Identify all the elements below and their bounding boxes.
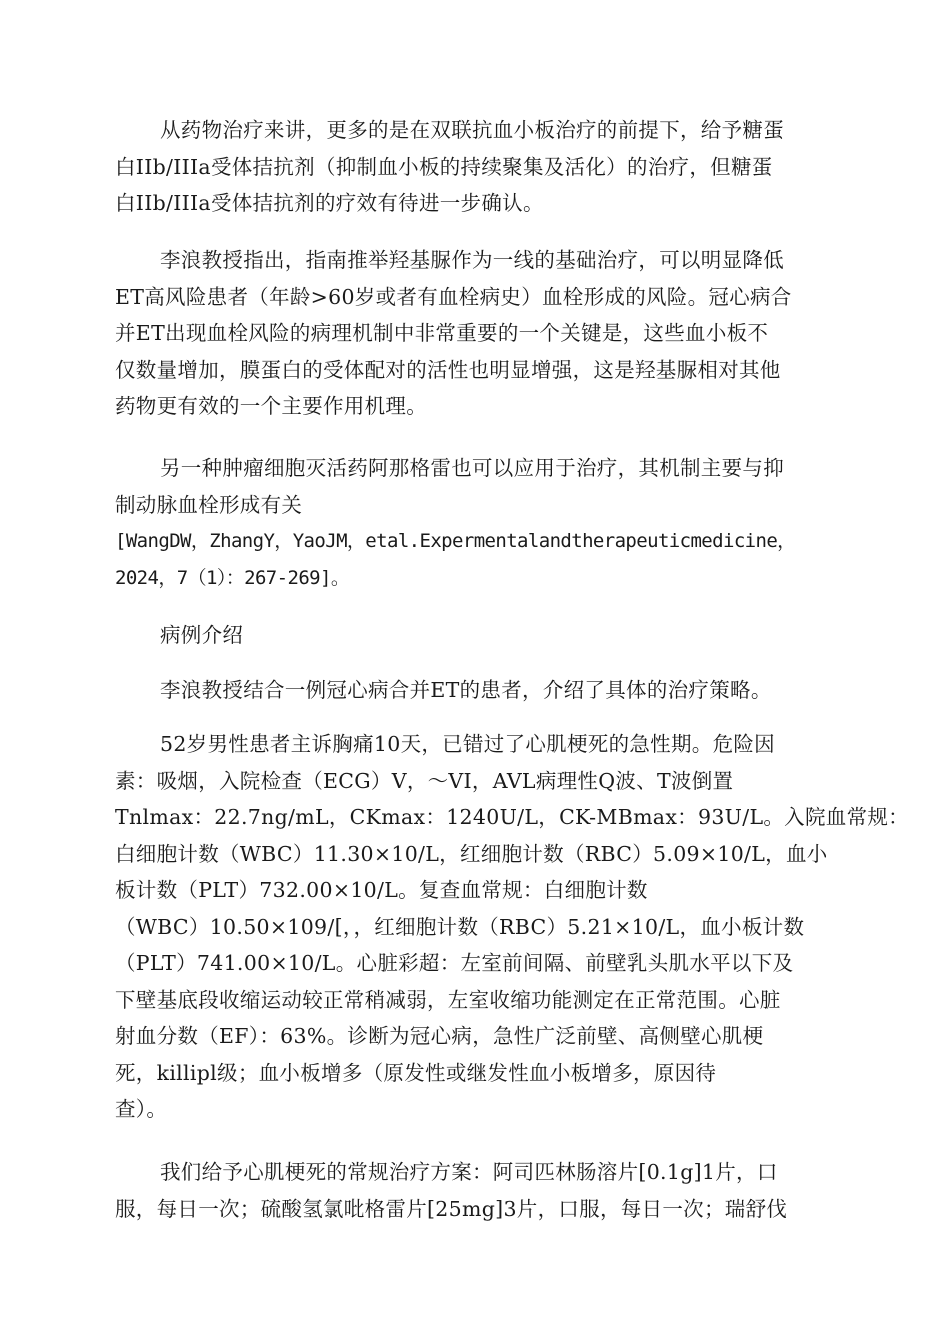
text-line: 药物更有效的一个主要作用机理。 (115, 394, 427, 418)
text-line: 52岁男性患者主诉胸痛10天，已错过了心肌梗死的急性期。危险因 (160, 732, 775, 756)
text-line: 并ET出现血栓风险的病理机制中非常重要的一个关键是，这些血小板不 (115, 321, 769, 345)
text-line: （WBC）10.50×109/[，，红细胞计数（RBC）5.21×10/L，血小板计数 (115, 914, 805, 939)
text-line: 射血分数（EF）：63%。诊断为冠心病，急性广泛前壁、高侧壁心肌梗 (115, 1024, 764, 1048)
paragraph-case-intro (115, 672, 772, 709)
text-line: 病例介绍 (160, 623, 244, 647)
text-line: ET高风险患者（年龄>60岁或者有血栓病史）血栓形成的风险。冠心病合 (115, 284, 792, 309)
text-line: 白IIb/IIIa受体拮抗剂（抑制血小板的持续聚集及活化）的治疗，但糖蛋 (115, 154, 773, 179)
text-line: 板计数（PLT）732.00×10/L。复查血常规：白细胞计数 (115, 878, 648, 902)
paragraph-anagrelide (115, 450, 796, 596)
reference-citation: 2024，7（1）：267-269]。 (115, 566, 350, 589)
text-line: 李浪教授结合一例冠心病合并ET的患者，介绍了具体的治疗策略。 (160, 678, 772, 702)
paragraph-hydroxyurea (115, 242, 792, 425)
paragraph-case-details (115, 726, 909, 1128)
section-heading-case (115, 617, 243, 654)
text-line: 另一种肿瘤细胞灭活药阿那格雷也可以应用于治疗，其机制主要与抑 (160, 456, 784, 480)
text-line: 素：吸烟，入院检查（ECG）V，～VI，AVL病理性Q波、T波倒置 (115, 768, 734, 793)
text-line: 白IIb/IIIa受体拮抗剂的疗效有待进一步确认。 (115, 191, 544, 215)
text-line: 李浪教授指出，指南推举羟基脲作为一线的基础治疗，可以明显降低 (160, 248, 784, 272)
text-line: （PLT）741.00×10/L。心脏彩超：左室前间隔、前壁乳头肌水平以下及 (115, 951, 794, 975)
text-line: 死，killipl级；血小板增多（原发性或继发性血小板增多，原因待 (115, 1060, 717, 1085)
reference-citation: [WangDW，ZhangY，YaoJM，etal.Expermentalandtherapeuticmedicine， (115, 530, 796, 552)
text-line: 从药物治疗来讲，更多的是在双联抗血小板治疗的前提下，给予糖蛋 (160, 118, 784, 142)
text-line: 仅数量增加，膜蛋白的受体配对的活性也明显增强，这是羟基脲相对其他 (115, 357, 781, 382)
text-line: Tnlmax：22.7ng/mL，CKmax：1240U/L，CK-MBmax：93U/L。入院血常规： (115, 805, 909, 829)
text-line: 我们给予心肌梗死的常规治疗方案：阿司匹林肠溶片[0.1g]1片，口 (160, 1160, 778, 1184)
paragraph-drug-therapy (115, 112, 784, 222)
text-line: 下壁基底段收缩运动较正常稍减弱，左室收缩功能测定在正常范围。心脏 (115, 987, 781, 1012)
text-line: 服，每日一次；硫酸氢氯吡格雷片[25mg]3片，口服，每日一次；瑞舒伐 (115, 1196, 788, 1221)
paragraph-treatment-plan (115, 1154, 787, 1227)
text-line: 白细胞计数（WBC）11.30×10/L，红细胞计数（RBC）5.09×10/L，血小 (115, 841, 828, 866)
text-line: 查）。 (115, 1097, 168, 1121)
text-line: 制动脉血栓形成有关 (115, 492, 303, 517)
